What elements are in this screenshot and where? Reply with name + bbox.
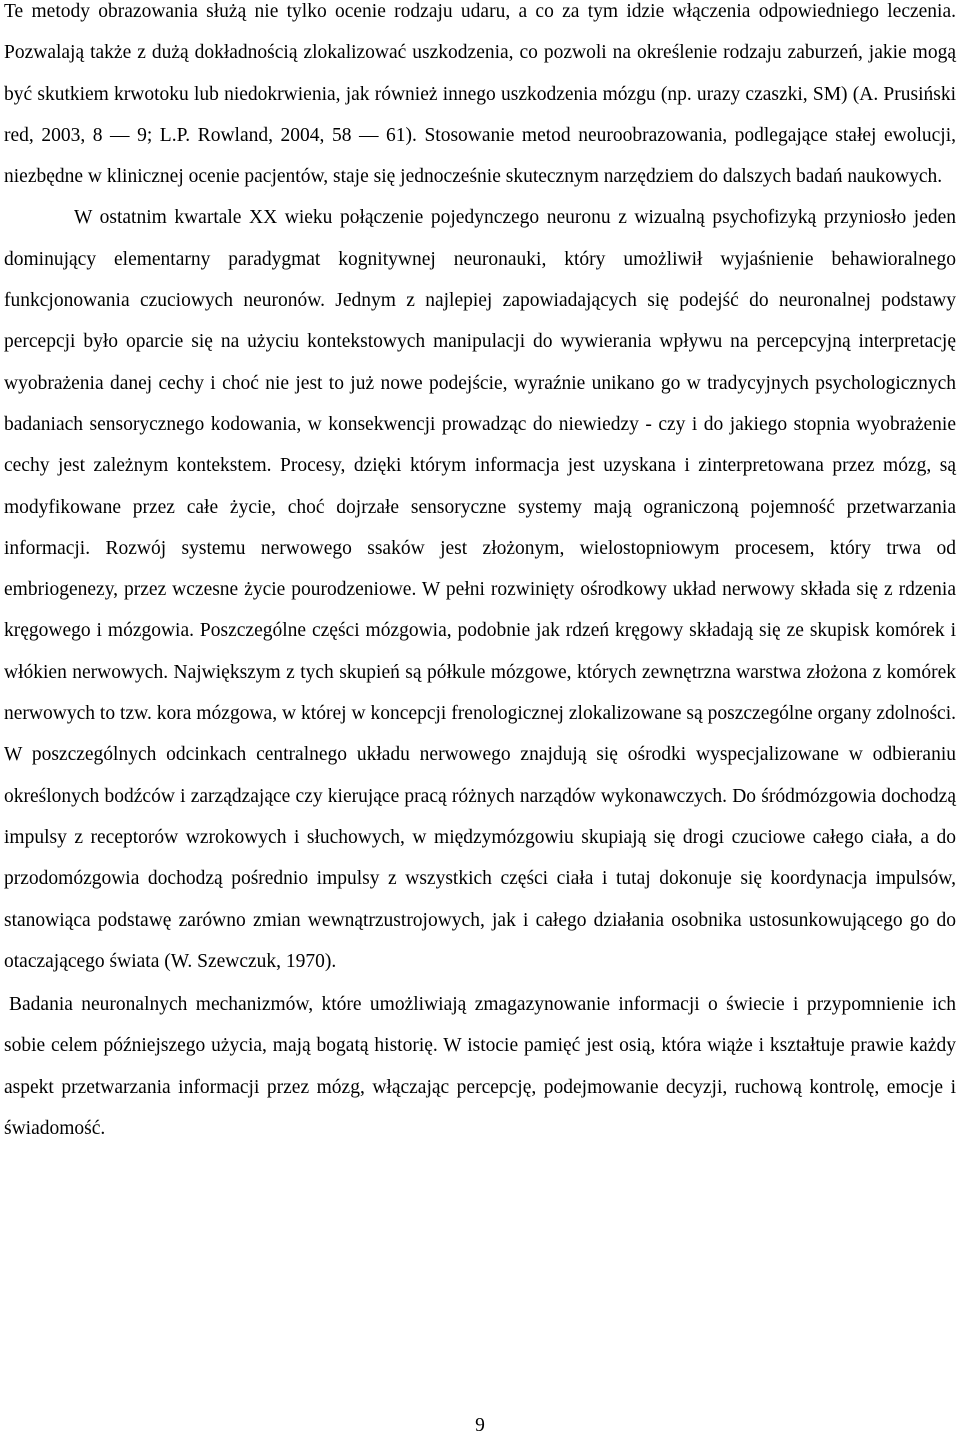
document-page — [4, 0, 956, 1436]
page-number: 9 — [475, 1415, 485, 1436]
paragraph-neuroscience-history: W ostatnim kwartale XX wieku połączenie pojedynczego neuronu z wizualną psychofizyką przyniosło jeden dominujący elementarny paradygmat kognitywnej neuronauki, który umożliwił wyjaśnienie behawioralnego funkcjonowania czuciowych neuronów. Jednym z najlepiej zapowiadających się podejść do neuronalnej podstawy percepcji było oparcie się na użyciu kontekstowych manipulacji do wywierania wpływu na percepcyjną interpretację wyobrażenia danej cechy i choć nie jest to już nowe podejście, wyraźnie unikano go w tradycyjnych psychologicznych badaniach sensorycznego kodowania, w konsekwencji prowadząc do niewiedzy - czy i do jakiego stopnia wyobrażenie cechy jest zależnym kontekstem. Procesy, dzięki którym informacja jest uzyskana i zinterpretowana przez mózg, są modyfikowane przez całe życie, choć dojrzałe sensoryczne systemy mają ograniczoną pojemność przetwarzania informacji. Rozwój systemu nerwowego ssaków jest złożonym, wielostopniowym procesem, który trwa od embriogenezy, przez wczesne życie pourodzeniowe. W pełni rozwinięty ośrodkowy układ nerwowy składa się z rdzenia kręgowego i mózgowia. Poszczególne części mózgowia, podobnie jak rdzeń kręgowy składają się ze skupisk komórek i włókien nerwowych. Największym z tych skupień są półkule mózgowe, których zewnętrzna warstwa złożona z komórek nerwowych to tzw. kora mózgowa, w której w koncepcji frenologicznej zlokalizowane są poszczególne organy zdolności. W poszczególnych odcinkach centralnego układu nerwowego znajdują się ośrodki wyspecjalizowane w odbieraniu określonych bodźców i zarządzające czy kierujące pracą różnych narządów wykonawczych. Do śródmózgowia dochodzą impulsy z receptorów wzrokowych i słuchowych, w międzymózgowiu skupiają się drogi czuciowe całego ciała, a do przodomózgowia dochodzą pośrednio impulsy z wszystkich części ciała i tutaj dokonuje się koordynacja impulsów, stanowiąca podstawę zarówno zmian wewnątrzustrojowych, jak i całego działania osobnika ustosunkowującego go do otaczającego świata (W. Szewczuk, 1970). — [4, 207, 956, 972]
paragraph-imaging-methods: Te metody obrazowania służą nie tylko ocenie rodzaju udaru, a co za tym idzie włączenia odpowiedniego leczenia. Pozwalają także z dużą dokładnością zlokalizować uszkodzenia, co pozwoli na określenie rodzaju zaburzeń, jakie mogą być skutkiem krwotoku lub niedokrwienia, jak również innego uszkodzenia mózgu (np. urazy czaszki, SM) (A. Prusiński red, 2003, 8 — 9; L.P. Rowland, 2004, 58 — 61). Stosowanie metod neuroobrazowania, podlegające stałej ewolucji, niezbędne w klinicznej ocenie pacjentów, staje się jednocześnie skutecznym narzędziem do dalszych badań naukowych. — [4, 1, 956, 188]
paragraph-memory-research: Badania neuronalnych mechanizmów, które umożliwiają zmagazynowanie informacji o świecie i przypomnienie ich sobie celem późniejszego użycia, mają bogatą historię. W istocie pamięć jest osią, która wiąże i kształtuje prawie każdy aspekt przetwarzania informacji przez mózg, włączając percepcję, podejmowanie decyzji, ruchową kontrolę, emocje i świadomość. — [4, 994, 956, 1140]
